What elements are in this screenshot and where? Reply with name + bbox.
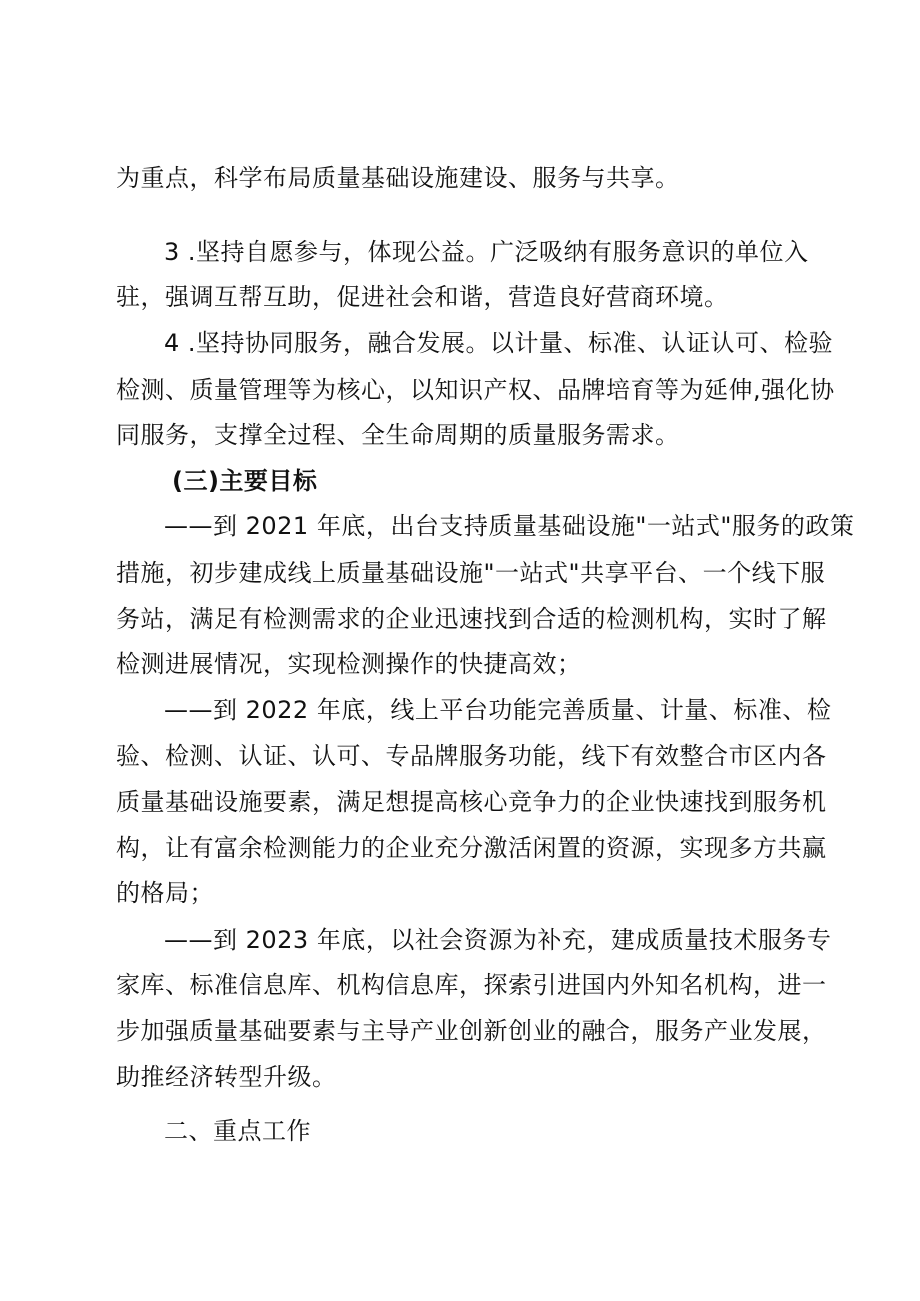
text-line: 驻，强调互帮互助，促进社会和谐，营造良好营商环境。 xyxy=(116,283,729,311)
text-line: 检测进展情况，实现检测操作的快捷高效； xyxy=(116,650,582,678)
text-line: 4 .坚持协同服务，融合发展。以计量、标准、认证认可、检验 xyxy=(164,329,834,357)
section-heading: (三)主要目标 xyxy=(172,467,318,495)
text-line: 措施，初步建成线上质量基础设施"一站式"共享平台、一个线下服 xyxy=(116,559,826,587)
text-line: 构，让有富余检测能力的企业充分激活闲置的资源，实现多方共赢 xyxy=(116,834,827,862)
text-line: 务站，满足有检测需求的企业迅速找到合适的检测机构，实时了解 xyxy=(116,605,827,633)
text-line: 助推经济转型升级。 xyxy=(116,1063,337,1091)
section-heading: 二、重点工作 xyxy=(164,1117,311,1145)
text-line: ——到 2023 年底，以社会资源为补充，建成质量技术服务专 xyxy=(164,926,832,954)
text-line: 为重点，科学布局质量基础设施建设、服务与共享。 xyxy=(116,164,680,192)
text-line: 家库、标准信息库、机构信息库，探索引进国内外知名机构，进一 xyxy=(116,971,827,999)
text-line: 的格局； xyxy=(116,879,214,907)
text-line: 质量基础设施要素，满足想提高核心竞争力的企业快速找到服务机 xyxy=(116,788,827,816)
text-line: 同服务，支撑全过程、全生命周期的质量服务需求。 xyxy=(116,421,680,449)
text-line: ——到 2021 年底，出台支持质量基础设施"一站式"服务的政策 xyxy=(164,512,855,540)
text-line: 步加强质量基础要素与主导产业创新创业的融合，服务产业发展， xyxy=(116,1017,827,1045)
text-line: ——到 2022 年底，线上平台功能完善质量、计量、标准、检 xyxy=(164,696,832,724)
text-line: 验、检测、认证、认可、专品牌服务功能，线下有效整合市区内各 xyxy=(116,742,827,770)
text-line: 检测、质量管理等为核心，以知识产权、品牌培育等为延伸,强化协 xyxy=(116,376,835,404)
text-line: 3 .坚持自愿参与，体现公益。广泛吸纳有服务意识的单位入 xyxy=(164,238,809,266)
